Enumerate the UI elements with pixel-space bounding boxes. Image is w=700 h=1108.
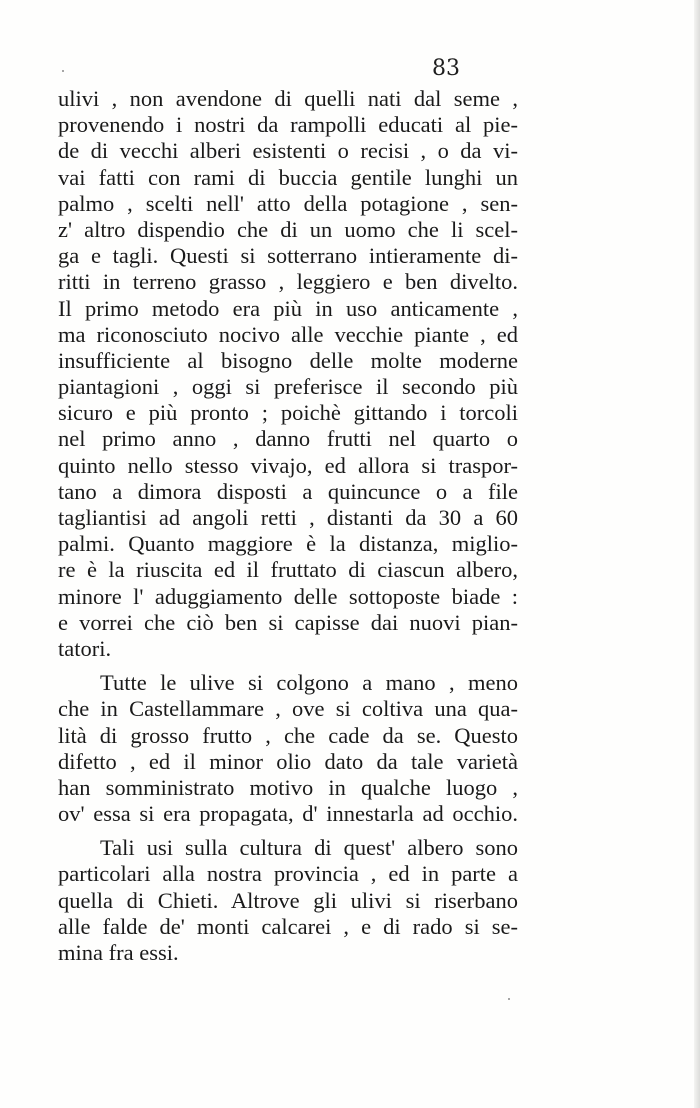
- text-line: Tutte le ulive si colgono a mano , meno: [100, 670, 518, 696]
- text-line: z' altro dispendio che di un uomo che li scel-: [58, 216, 518, 242]
- paragraph-gap: [58, 827, 518, 835]
- text-line: ma riconosciuto nocivo alle vecchie piante , ed: [58, 321, 518, 347]
- text-line: palmi. Quanto maggiore è la distanza, miglio-: [58, 531, 518, 557]
- body-text: [58, 86, 518, 966]
- text-line: tatori.: [58, 635, 112, 661]
- paragraph-3: [58, 835, 518, 966]
- text-line: lità di grosso frutto , che cade da se. Questo: [58, 722, 518, 748]
- paper-speck: [508, 998, 510, 1000]
- text-line: mina fra essi.: [58, 940, 179, 965]
- text-line: tagliantisi ad angoli retti , distanti da 30 a 60: [58, 505, 518, 530]
- text-line: provenendo i nostri da rampolli educati al pie-: [58, 112, 518, 138]
- text-line: Il primo metodo era più in uso anticamente ,: [58, 295, 518, 321]
- text-line: han somministrato motivo in qualche luogo ,: [58, 774, 518, 800]
- text-line: particolari alla nostra provincia , ed in parte a: [58, 861, 518, 887]
- text-line: tano a dimora disposti a quincunce o a file: [58, 478, 518, 504]
- text-line: palmo , scelti nell' atto della potagione , sen-: [58, 190, 518, 216]
- paragraph-1: [58, 86, 518, 662]
- text-line: quinto nello stesso vivajo, ed allora si traspor-: [58, 452, 518, 478]
- text-line: piantagioni , oggi si preferisce il secondo più: [58, 374, 518, 400]
- text-line: minore l' aduggiamento delle sottoposte biade :: [58, 583, 518, 609]
- page-number: 83: [432, 56, 460, 81]
- page-edge: [694, 0, 700, 1108]
- text-line: e vorrei che ciò ben si capisse dai nuovi pian-: [58, 609, 518, 635]
- text-line: alle falde de' monti calcarei , e di rado si se-: [58, 913, 518, 939]
- paper-speck: [62, 70, 64, 72]
- text-line: Tali usi sulla cultura di quest' albero sono: [100, 835, 518, 861]
- paragraph-gap: [58, 662, 518, 670]
- text-line: che in Castellammare , ove si coltiva una qua-: [58, 696, 518, 722]
- text-line: quella di Chieti. Altrove gli ulivi si riserbano: [58, 887, 518, 913]
- text-line: nel primo anno , danno frutti nel quarto o: [58, 426, 518, 452]
- text-line: ga e tagli. Questi si sotterrano intieramente di-: [58, 243, 518, 269]
- paragraph-2: [58, 670, 518, 827]
- text-line: vai fatti con rami di buccia gentile lunghi un: [58, 164, 518, 190]
- text-line: ritti in terreno grasso , leggiero e ben divelto.: [58, 269, 518, 295]
- text-line: insufficiente al bisogno delle molte moderne: [58, 347, 518, 373]
- text-line: ov' essa si era propagata, d' innestarla ad occhio.: [58, 801, 518, 827]
- text-line: de di vecchi alberi esistenti o recisi , o da vi-: [58, 138, 518, 164]
- text-line: ulivi , non avendone di quelli nati dal seme ,: [58, 86, 518, 111]
- text-line: re è la riuscita ed il fruttato di ciascun albero,: [58, 557, 518, 583]
- text-line: sicuro e più pronto ; poichè gittando i torcoli: [58, 400, 518, 426]
- text-line: difetto , ed il minor olio dato da tale varietà: [58, 748, 518, 774]
